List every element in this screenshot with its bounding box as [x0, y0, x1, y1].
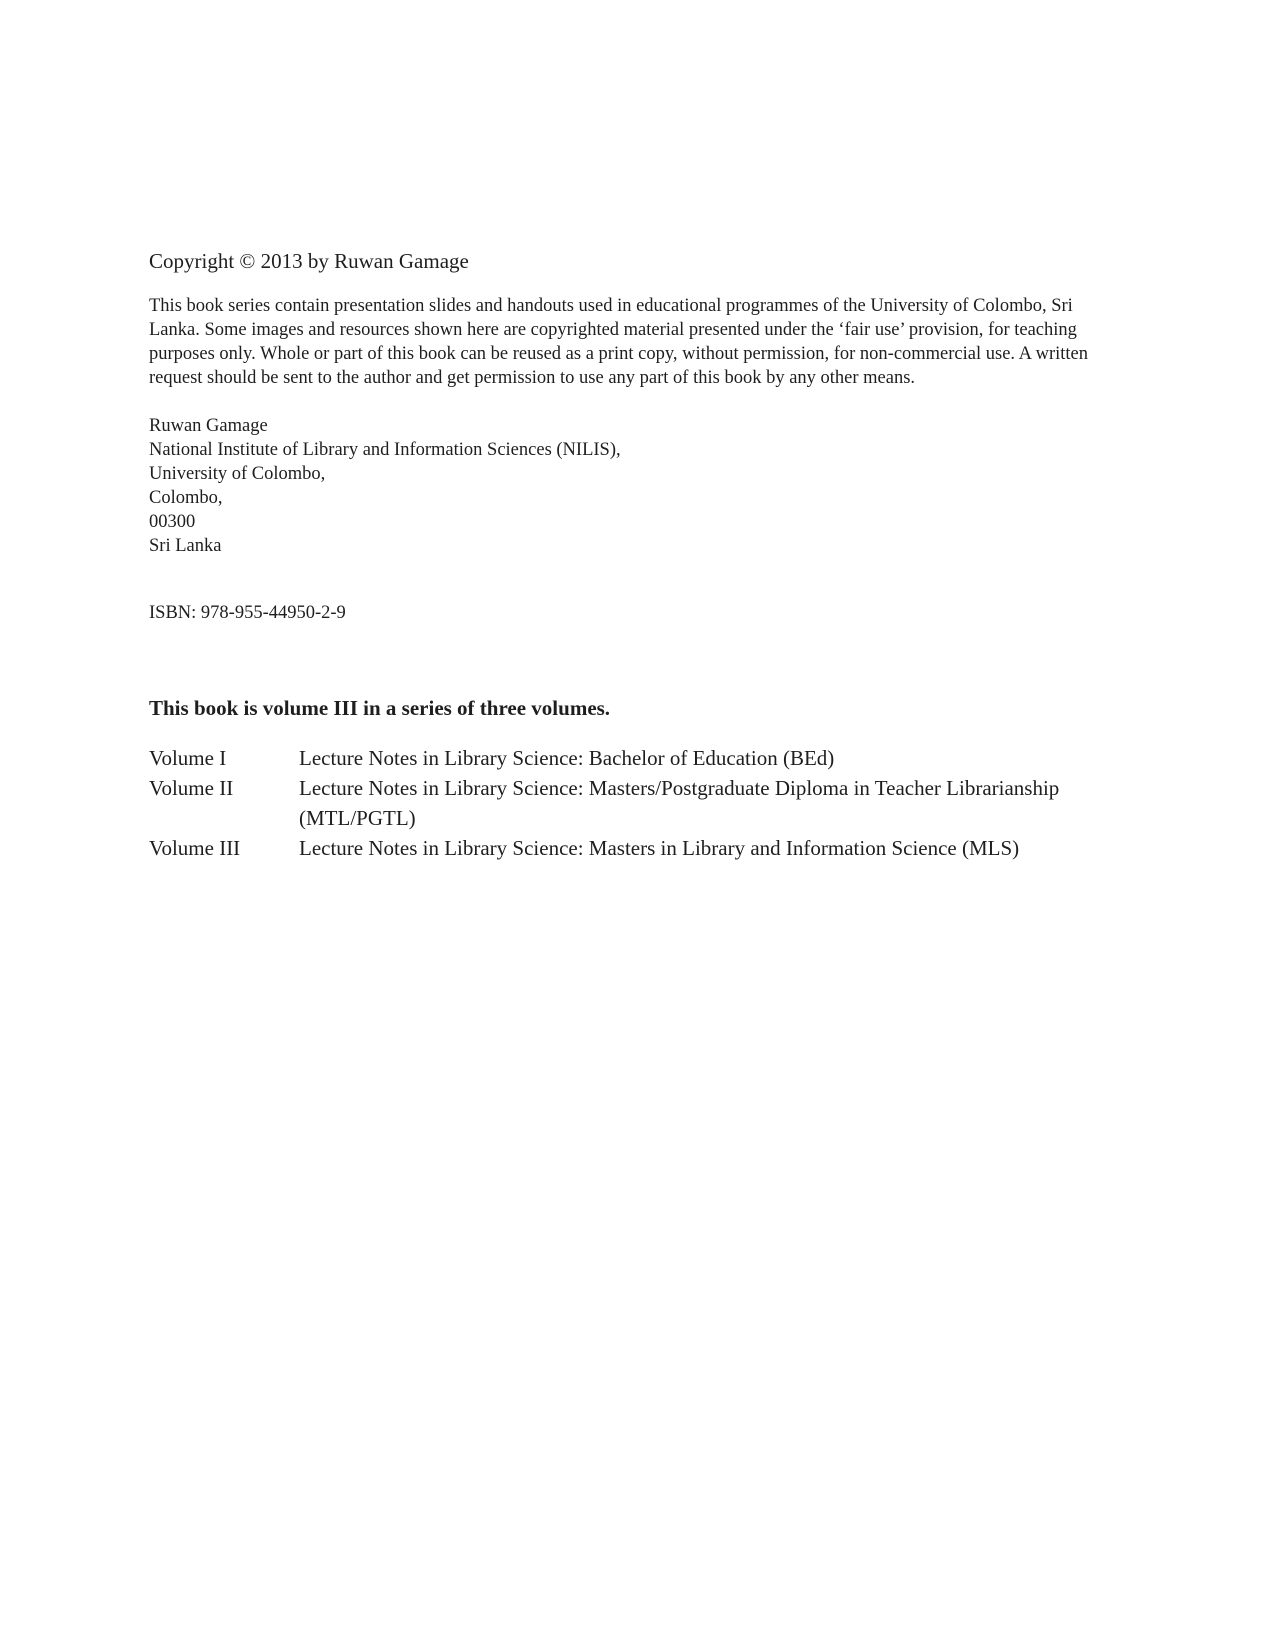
address-line: National Institute of Library and Information Sciences (NILIS),: [149, 440, 621, 460]
address-line: Ruwan Gamage: [149, 416, 268, 436]
series-heading: This book is volume III in a series of three volumes.: [149, 696, 611, 720]
volume-list: [149, 743, 1139, 863]
address-line: University of Colombo,: [149, 464, 326, 484]
address-line: Sri Lanka: [149, 536, 222, 556]
author-address: [149, 414, 1139, 558]
volume-title: Lecture Notes in Library Science: Masters in Library and Information Science (MLS): [299, 836, 1020, 860]
volume-title: Lecture Notes in Library Science: Bachelor of Education (BEd): [299, 746, 835, 770]
volume-row: [149, 743, 1139, 773]
copyright-page: [149, 248, 1139, 863]
volume-label: Volume II: [149, 776, 234, 800]
volume-row: [149, 773, 1139, 833]
volume-label: Volume I: [149, 746, 227, 770]
usage-notice: This book series contain presentation slides and handouts used in educational programmes of the University of Colombo, Sri Lanka. Some images and resources shown here are copyrighted material presented under the ‘fair use’ provision, for teaching purposes only. Whole or part of this book can be reused as a print copy, without permission, for non-commercial use. A written request should be sent to the author and get permission to use any part of this book by any other means.: [149, 296, 1089, 388]
isbn: ISBN: 978-955-44950-2-9: [149, 603, 346, 623]
address-line: Colombo,: [149, 488, 223, 508]
address-line: 00300: [149, 512, 196, 532]
volume-label: Volume III: [149, 836, 241, 860]
volume-title: Lecture Notes in Library Science: Masters/Postgraduate Diploma in Teacher Librarianship (MTL/PGTL): [299, 776, 1060, 830]
copyright-line: Copyright © 2013 by Ruwan Gamage: [149, 249, 469, 273]
volume-row: [149, 833, 1139, 863]
